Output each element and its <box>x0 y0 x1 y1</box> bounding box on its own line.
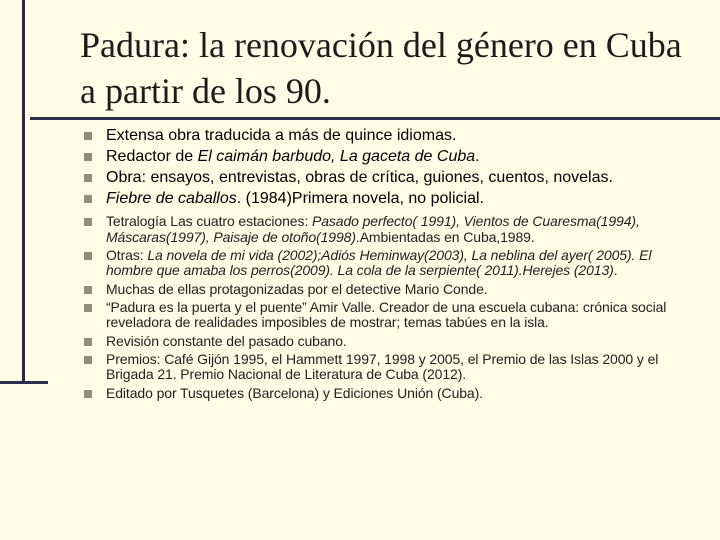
bullet-item-other-works <box>84 248 684 279</box>
bullet-text-italic: La novela de mi vida (2002);Adiós Heminway(2003), La neblina del ayer( 2005). El hombre que amaba los perros(2009). La cola de la serpiente( 2011).Herejes (2013) <box>106 246 652 279</box>
bullet-text: Tetralogía Las cuatro estaciones: <box>106 213 312 229</box>
square-bullet-icon <box>84 218 92 226</box>
bullet-text-italic: Fiebre de caballos <box>106 190 237 207</box>
bullet-item-quote <box>84 300 684 331</box>
square-bullet-icon <box>84 252 92 260</box>
bullet-text: . <box>613 262 618 279</box>
bullet-text: Revisión constante del pasado cubano. <box>106 332 347 349</box>
bullet-item-tetralogy <box>84 214 684 245</box>
bullet-text-italic: El caimán barbudo, La gaceta de Cuba <box>197 148 476 165</box>
bullet-text: Editado por Tusquetes (Barcelona) y Ediciones Unión (Cuba). <box>106 384 483 401</box>
bullet-text: Extensa obra traducida a más de quince idiomas. <box>106 127 457 144</box>
bullet-text: . <box>475 148 480 165</box>
bullet-text: “Padura es la puerta y el puente” Amir Valle. Creador de una escuela cubana: crónica social reveladora de realidades imposibles de mostrar; temas tabúes en la isla. <box>106 298 667 331</box>
bullet-list <box>84 126 684 404</box>
left-rule-accent <box>0 381 48 384</box>
bullet-item-works <box>84 168 684 187</box>
bullet-text: Obra: ensayos, entrevistas, obras de crítica, guiones, cuentos, novelas. <box>106 169 613 186</box>
bullet-item-editor <box>84 147 684 166</box>
square-bullet-icon <box>84 153 92 161</box>
slide-title: Padura: la renovación del género en Cuba a partir de los 90. <box>80 25 682 111</box>
bullet-text: . (1984)Primera novela, no policial. <box>236 190 484 207</box>
bullet-item-publishers <box>84 386 684 402</box>
bullet-text: Muchas de ellas protagonizadas por el detective Mario Conde. <box>106 280 488 297</box>
bullet-text: Otras: <box>106 246 148 263</box>
bullet-text-italic: Pasado perfecto( 1991), Vientos de Cuaresma(1994), Máscaras(1997), Paisaje de otoño(1998) <box>106 213 640 245</box>
square-bullet-icon <box>84 390 92 398</box>
bullet-item-translations <box>84 126 684 145</box>
bullet-item-revision <box>84 334 684 350</box>
bullet-text: .Ambientadas en Cuba,1989. <box>355 228 535 245</box>
square-bullet-icon <box>84 356 92 364</box>
bullet-text: Premios: Café Gijón 1995, el Hammett 1997, 1998 y 2005, el Premio de las Islas 2000 y el Brigada 21. Premio Nacional de Literatura de Cuba (2012). <box>106 350 659 383</box>
bullet-item-first-novel <box>84 189 684 208</box>
left-vertical-rule <box>22 0 25 384</box>
square-bullet-icon <box>84 338 92 346</box>
bullet-item-mario-conde <box>84 282 684 298</box>
title-underline-rule <box>30 117 720 120</box>
square-bullet-icon <box>84 195 92 203</box>
bullet-item-awards <box>84 352 684 383</box>
bullet-text: Redactor de <box>106 148 198 165</box>
square-bullet-icon <box>84 286 92 294</box>
square-bullet-icon <box>84 174 92 182</box>
square-bullet-icon <box>84 132 92 140</box>
square-bullet-icon <box>84 304 92 312</box>
